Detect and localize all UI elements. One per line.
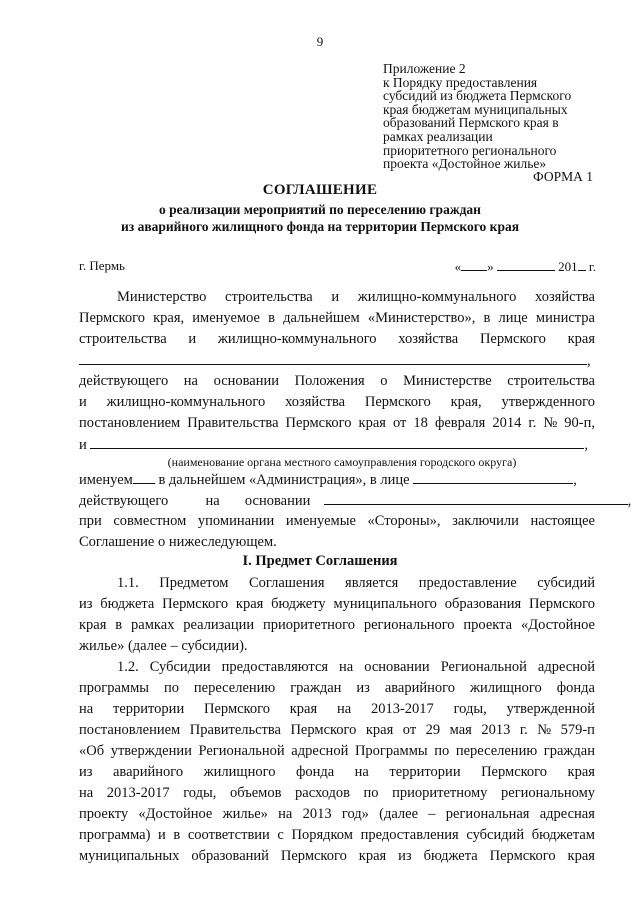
word: Положения	[294, 373, 365, 389]
date-field	[455, 258, 596, 275]
word: и	[79, 394, 87, 410]
appendix-line: проекта «Достойное жилье»	[383, 156, 547, 172]
text-segment: действующего	[79, 493, 169, 509]
word: фонда	[295, 764, 335, 780]
word: 2013	[302, 806, 332, 822]
word: г.	[528, 415, 537, 431]
word: 29	[425, 722, 441, 738]
word: Региональной	[198, 743, 285, 759]
word: является	[345, 575, 399, 591]
appendix-header	[383, 62, 618, 171]
text-line	[79, 846, 595, 867]
word: регионального	[363, 617, 455, 633]
blank-line	[79, 350, 595, 371]
word: программа)	[79, 827, 151, 843]
word: хозяйства	[398, 331, 459, 347]
word: основании	[213, 373, 280, 389]
comma: ,	[584, 437, 589, 453]
word: края	[358, 848, 387, 864]
word: Субсидии	[149, 659, 211, 675]
document-subtitle	[0, 201, 640, 235]
word: на	[183, 373, 198, 389]
word: от	[392, 415, 407, 431]
word: предоставляются	[221, 659, 329, 675]
word: строительства	[225, 289, 313, 305]
word: граждан	[290, 680, 342, 696]
blank-line	[79, 434, 595, 455]
word: при	[79, 513, 102, 529]
minister-name-blank[interactable]	[79, 350, 587, 365]
municipality-name-blank[interactable]	[90, 434, 584, 449]
subtitle-line: о реализации мероприятий по переселению граждан	[159, 202, 481, 217]
text-segment: основании	[244, 493, 311, 509]
word: в	[268, 310, 275, 326]
appendix-line: края бюджетам муниципальных	[383, 101, 568, 117]
word: Пермского	[285, 415, 352, 431]
word: по	[363, 785, 379, 801]
word: муниципальных	[79, 848, 180, 864]
day-blank[interactable]	[461, 258, 487, 271]
word: Программы	[354, 743, 428, 759]
word: приоритетному	[392, 785, 488, 801]
word: февраля	[434, 415, 486, 431]
word: края	[365, 722, 394, 738]
word: соответствии	[187, 827, 270, 843]
word: 90-п,	[564, 415, 595, 431]
word: расходов	[295, 785, 350, 801]
word: хозяйства	[535, 289, 595, 305]
word: переселению	[193, 680, 276, 696]
subtitle-line: из аварийного жилищного фонда на территории Пермского края	[120, 219, 520, 234]
word: «Достойное	[138, 806, 213, 822]
year-blank[interactable]	[578, 258, 586, 271]
word: фонда	[556, 680, 595, 696]
appendix-line: к Порядку предоставления	[383, 74, 538, 90]
form-label: ФОРМА 1	[533, 169, 593, 184]
comma: ,	[573, 472, 577, 488]
word: Пермского	[280, 848, 347, 864]
text-line	[79, 720, 595, 741]
word: Пермского	[364, 394, 431, 410]
word: год»	[341, 806, 369, 822]
text-line	[79, 594, 595, 615]
word: действующего	[79, 373, 169, 389]
section-title: I. Предмет Соглашения	[242, 553, 398, 569]
word: хозяйства	[285, 394, 346, 410]
text-line	[79, 741, 595, 762]
word: на	[79, 785, 94, 801]
word: адресной	[291, 743, 349, 759]
word: Соглашения	[248, 575, 325, 591]
appendix-line: образований Пермского края в	[383, 115, 559, 131]
word: предоставление	[418, 575, 517, 591]
word: жилищно-коммунального	[106, 394, 266, 410]
word: края	[235, 596, 264, 612]
word: края,	[153, 310, 185, 326]
word: предоставления	[360, 827, 459, 843]
word: в	[483, 310, 491, 326]
word: №	[543, 415, 558, 431]
text-line: Соглашение о нижеследующем.	[79, 534, 277, 550]
word: переселению	[455, 743, 538, 759]
word: края	[567, 331, 595, 347]
text-segment: в дальнейшем «Администрация», в лице	[158, 472, 410, 488]
word: и	[158, 827, 166, 843]
word: проекта	[463, 617, 513, 633]
word: из	[79, 764, 93, 780]
word: министра	[535, 310, 595, 326]
word: Правительства	[187, 415, 279, 431]
word: образования	[444, 596, 522, 612]
word: территории	[113, 701, 185, 717]
word: в	[115, 617, 123, 633]
word: Предметом	[159, 575, 229, 591]
word: региональному	[501, 785, 595, 801]
text-line	[79, 657, 595, 678]
word: о	[380, 373, 388, 389]
word: бюджетам	[531, 827, 595, 843]
text-line	[79, 573, 595, 594]
word: на	[354, 764, 369, 780]
word: жилищно-коммунального	[217, 331, 377, 347]
word: №	[537, 722, 552, 738]
text-line	[79, 413, 595, 434]
word: образований	[191, 848, 269, 864]
text-line	[79, 825, 595, 846]
word: Пермского	[290, 722, 357, 738]
word: утвержденного	[501, 394, 595, 410]
word: края	[567, 764, 595, 780]
word: заключили	[452, 513, 519, 529]
word: Региональной	[440, 659, 527, 675]
word: «Об	[79, 743, 105, 759]
word: аварийного	[113, 764, 184, 780]
word: совместном	[113, 513, 187, 529]
word: годы,	[183, 785, 217, 801]
word: субсидий	[537, 575, 595, 591]
word: Пермского	[162, 596, 229, 612]
word: настоящее	[530, 513, 595, 529]
word: Пермского	[489, 848, 556, 864]
word: –	[428, 806, 436, 822]
word: 579-п	[560, 722, 595, 738]
word: адресная	[539, 806, 595, 822]
word: на	[336, 701, 352, 717]
word: Порядком	[291, 827, 353, 843]
word: Министерстве	[403, 373, 492, 389]
and-word: и	[79, 437, 87, 453]
text-line	[79, 469, 595, 490]
city-label: г. Пермь	[79, 258, 125, 273]
word: 2014	[492, 415, 522, 431]
word: Пермского	[481, 764, 548, 780]
word: Пермского	[529, 596, 595, 612]
word: края	[358, 415, 386, 431]
word: проекту	[79, 806, 129, 822]
word: 2013-2017	[370, 701, 434, 717]
word: Пермского	[204, 701, 270, 717]
comma: ,	[587, 353, 591, 369]
section-body	[79, 573, 595, 867]
word: бюджета	[423, 848, 478, 864]
word: на	[339, 659, 354, 675]
document-title: СОГЛАШЕНИЕ	[262, 182, 378, 198]
word: г.	[519, 722, 528, 738]
text-segment: на	[205, 493, 220, 509]
word: края,	[450, 394, 482, 410]
word: рамках	[131, 617, 175, 633]
word: с	[277, 827, 284, 843]
word: утвержденной	[506, 701, 595, 717]
text-line	[79, 329, 595, 350]
word: «Стороны»,	[367, 513, 441, 529]
word: 18	[413, 415, 428, 431]
word: Пермского	[79, 310, 145, 326]
page-number: 9	[316, 34, 324, 49]
word: от	[402, 722, 417, 738]
text-line	[79, 392, 595, 413]
word: по	[163, 680, 179, 696]
word: утверждении	[110, 743, 192, 759]
date-open-quote: «	[454, 259, 462, 274]
word: объемов	[229, 785, 282, 801]
appendix-line: рамках реализации	[383, 128, 493, 144]
text-line	[79, 371, 595, 392]
word: 1.1.	[117, 575, 139, 591]
word: Правительства	[189, 722, 281, 738]
word: в	[173, 827, 181, 843]
month-blank[interactable]	[497, 258, 555, 271]
word: строительства	[507, 373, 595, 389]
word: постановлением	[79, 415, 181, 431]
word: упоминании	[197, 513, 275, 529]
appendix-line: Приложение 2	[383, 61, 466, 76]
text-line	[79, 490, 632, 511]
word: субсидий	[466, 827, 525, 843]
word: «Достойное	[520, 617, 595, 633]
word: адресной	[537, 659, 595, 675]
date-close-quote: »	[487, 259, 494, 274]
word: приоритетного	[263, 617, 355, 633]
named-word: именуем	[79, 472, 133, 488]
word: дальнейшем	[283, 310, 360, 326]
word: на	[79, 701, 94, 717]
text-line	[79, 762, 595, 783]
word: края	[567, 848, 595, 864]
comma: ,	[627, 493, 632, 509]
word: мая	[449, 722, 472, 738]
word: из	[79, 596, 93, 612]
head-name-blank[interactable]	[413, 469, 573, 484]
word: и	[331, 289, 340, 305]
text-line	[79, 783, 595, 804]
year-prefix: 201	[558, 259, 578, 274]
word: граждан	[543, 743, 595, 759]
word: жилищного	[203, 764, 276, 780]
appendix-line: субсидий из бюджета Пермского	[383, 88, 572, 104]
word: (далее	[379, 806, 419, 822]
word: из	[356, 680, 370, 696]
word: лице	[498, 310, 528, 326]
word: 2013-2017	[106, 785, 170, 801]
word: бюджету	[271, 596, 326, 612]
text-line: жилье» (далее – субсидии).	[79, 638, 248, 654]
word: края	[79, 617, 107, 633]
word: Министерство	[117, 289, 207, 305]
word: реализации	[183, 617, 255, 633]
field-caption: (наименование органа местного самоуправления городского округа)	[167, 455, 517, 469]
word: территории	[389, 764, 461, 780]
text-line	[79, 287, 595, 308]
word: на	[278, 806, 293, 822]
text-line	[79, 678, 595, 699]
word: основании	[364, 659, 430, 675]
word: годы,	[453, 701, 487, 717]
word: 1.2.	[117, 659, 139, 675]
word: «Министерство»,	[367, 310, 476, 326]
word: из	[398, 848, 412, 864]
text-line	[79, 804, 595, 825]
word: жилье»	[222, 806, 268, 822]
word: постановлением	[79, 722, 181, 738]
appendix-line: приоритетного регионального	[383, 142, 557, 158]
word: муниципального	[333, 596, 437, 612]
word: жилищно-коммунального	[357, 289, 517, 305]
word: строительства	[79, 331, 167, 347]
word: программы	[79, 680, 149, 696]
word: именуемые	[285, 513, 356, 529]
word: 2013	[481, 722, 511, 738]
word: именуемое	[192, 310, 260, 326]
word: аварийного	[384, 680, 455, 696]
text-line	[79, 615, 595, 636]
text-line	[79, 511, 595, 532]
word: и	[188, 331, 197, 347]
preamble	[79, 287, 632, 553]
word: жилищного	[469, 680, 542, 696]
word: региональная	[445, 806, 530, 822]
word: по	[434, 743, 450, 759]
word: бюджета	[100, 596, 155, 612]
word: края	[289, 701, 318, 717]
basis-blank[interactable]	[324, 490, 628, 505]
text-line	[79, 308, 595, 329]
text-line	[79, 699, 595, 720]
date-suffix: г.	[588, 259, 596, 274]
word: Пермского	[479, 331, 546, 347]
ending-blank[interactable]	[133, 469, 155, 484]
